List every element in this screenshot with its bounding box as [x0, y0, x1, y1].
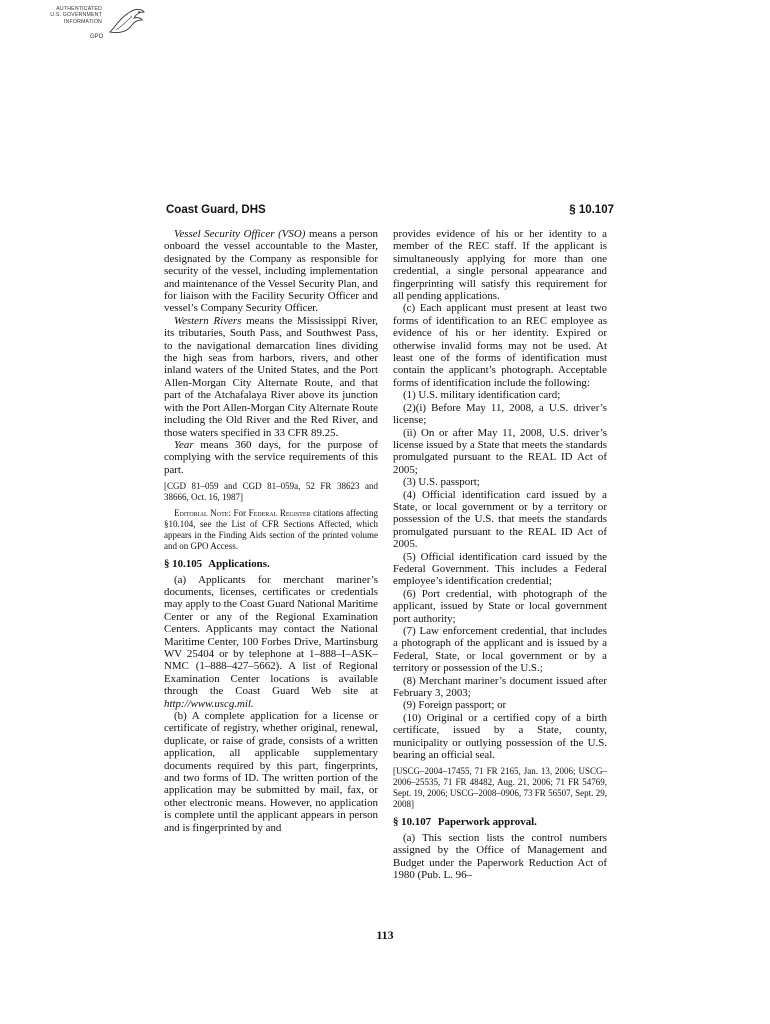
- definition-vso-text: means a person onboard the vessel accountable to the Master, designated by the Company as responsible for security of the vessel, including implementation and maintenance of the Vessel Security Plan, and for liaison with the Facility Security Officer and vessel’s Company Security Officer.: [164, 228, 379, 315]
- list-item-10: (10) Original or a certified copy of a birth certificate, issued by a State, county, municipality or outlying possession of the U.S. bearing an official seal.: [393, 711, 607, 762]
- section-number: § 10.105: [164, 558, 203, 571]
- list-item-1: (1) U.S. military identification card;: [403, 389, 561, 402]
- right-column: [393, 228, 607, 882]
- term-year: Year: [174, 438, 194, 451]
- paragraph-a-text: (a) Applicants for merchant mariner’s documents, licenses, certificates or credentials may apply to the Coast Guard National Maritime Center or any of the Regional Examination Centers. Applicants may contact the National Maritime Center, 100 Forbes Drive, Martinsburg WV 25404 or by telephone at 1–888–I–ASK–NMC (1–888–427–5662). A list of Regional Examination Center locations is available through the Coast Guard Web site at: [164, 573, 378, 698]
- left-column: [164, 228, 378, 834]
- section-title: Applications.: [208, 558, 270, 571]
- paragraph-c: (c) Each applicant must present at least two forms of identification to an REC employee as evidence of his or her identity. Expired or otherwise invalid forms may not be used. At least one of the forms of identification must contain the applicant’s photograph. Acceptable forms of identification include the following:: [393, 302, 607, 389]
- definition-western-rivers-text: means the Mississippi River, its tributaries, South Pass, and Southwest Pass, to the navigational demarcation lines dividing the high seas from harbors, rivers, and other inland waters of the United States, and the Port Allen-Morgan City Alternate Route, and that part of the Atchafalaya River above its junction with the Port Allen-Morgan City Alternate Route including the Old River and the Red River, and those waters specified in 33 CFR 89.25.: [164, 314, 378, 439]
- list-item-3: (3) U.S. passport;: [403, 476, 480, 489]
- paragraph-107-a: (a) This section lists the control numbers assigned by the Office of Management and Budget under the Paperwork Reduction Act of 1980 (Pub. L. 96–: [393, 831, 607, 882]
- list-item-4: (4) Official identification card issued by a State, or local government or by a territory or possession of the U.S. that meets the standards promulgated pursuant to the REAL ID Act of 2005.: [393, 488, 607, 551]
- definition-vso: [164, 228, 378, 315]
- source-citation-right: [USCG–2004–17455, 71 FR 2165, Jan. 13, 2006; USCG–2006–25535, 71 FR 48482, Aug. 21, 2006; 71 FR 54769, Sept. 19, 2006; USCG–2008–0906, 73 FR 56507, Sept. 29, 2008]: [393, 766, 607, 810]
- paragraph-b: (b) A complete application for a license or certificate of registry, whether original, renewal, duplicate, or raise of grade, consists of a written application, all applicable supplementary documents required by this part, fingerprints, and two forms of ID. The written portion of the application may be submitted by mail, fax, or other electronic means. However, no application is complete until the applicant appears in person and is fingerprinted by and: [164, 710, 378, 834]
- term-vso: Vessel Security Officer (VSO): [174, 228, 306, 240]
- eagle-seal-icon: [106, 6, 146, 40]
- running-head-agency: Coast Guard, DHS: [166, 204, 266, 216]
- definition-year: [164, 439, 378, 476]
- list-item-6: (6) Port credential, with photograph of the applicant, issued by State or local government port authority;: [393, 587, 607, 625]
- uscg-web-link: http://www.uscg.mil.: [164, 697, 254, 710]
- editorial-note-fr: Federal Register: [248, 508, 311, 519]
- paragraph-a: [164, 574, 378, 710]
- definition-western-rivers: [164, 315, 378, 439]
- term-western-rivers: Western Rivers: [174, 314, 242, 327]
- list-item-2i: (2)(i) Before May 11, 2008, a U.S. driver’s license;: [393, 401, 607, 427]
- editorial-note-text-1: For: [230, 508, 249, 519]
- list-item-2ii: (ii) On or after May 11, 2008, U.S. driver’s license issued by a State that meets the standards promulgated pursuant to the REAL ID Act of 2005;: [393, 426, 607, 476]
- gpo-authentication-stamp: [12, 6, 142, 52]
- list-item-7: (7) Law enforcement credential, that includes a photograph of the applicant and is issued by a Federal, State, or local government or by a territory or possession of the U.S.;: [393, 625, 607, 675]
- list-item-8: (8) Merchant mariner’s document issued after February 3, 2003;: [393, 674, 607, 700]
- stamp-line-1: AUTHENTICATED: [56, 6, 102, 12]
- editorial-note-label: Editorial Note:: [174, 508, 231, 519]
- section-heading-10-107: [393, 816, 607, 828]
- definition-year-text: means 360 days, for the purpose of complying with the service requirements of this part.: [164, 438, 378, 476]
- section-heading-10-105: [164, 558, 378, 570]
- running-head: [166, 204, 614, 220]
- source-citation: [CGD 81–059 and CGD 81–059a, 52 FR 38623 and 38666, Oct. 16, 1987]: [164, 481, 378, 503]
- stamp-line-2: U.S. GOVERNMENT: [50, 12, 102, 19]
- stamp-line-3: INFORMATION: [63, 18, 102, 25]
- section-number: § 10.107: [393, 816, 432, 829]
- section-title: Paperwork approval.: [437, 816, 537, 829]
- editorial-note: [164, 508, 378, 552]
- page-number: 113: [376, 928, 394, 942]
- editorial-note-text-2: citations affecting §10.104, see the List of CFR Sections Affected, which appears in the Finding Aids section of the printed volume and on GPO Access.: [164, 508, 378, 552]
- stamp-text: [12, 6, 102, 25]
- list-item-5: (5) Official identification card issued by the Federal Government. This includes a Federal employee’s identification credential;: [393, 550, 607, 588]
- stamp-gpo: GPO: [90, 34, 104, 40]
- running-head-section: § 10.107: [569, 204, 614, 216]
- paragraph-b-continued: provides evidence of his or her identity to a member of the REC staff. If the applicant is simultaneously applying for more than one credential, a single personal appearance and fingerprinting will satisfy this requirement for all pending applications.: [393, 228, 607, 303]
- list-item-9: (9) Foreign passport; or: [403, 699, 507, 712]
